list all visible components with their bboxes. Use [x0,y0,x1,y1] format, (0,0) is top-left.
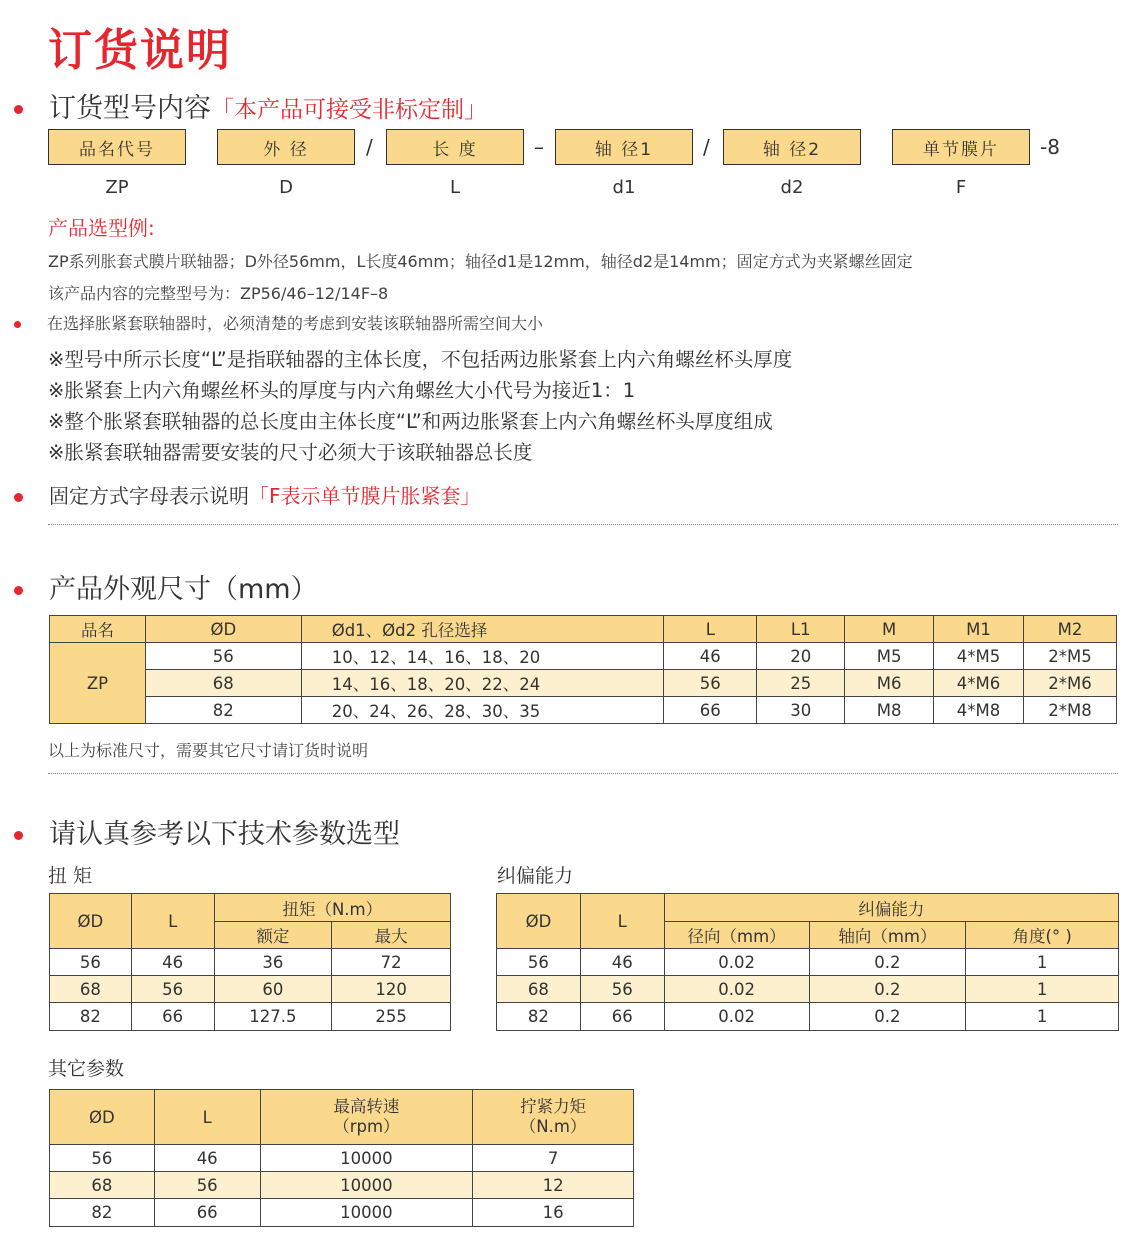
header-line: 最高转速 [333,1097,400,1116]
table-row [497,976,1119,1003]
header-cell: ØD [50,1090,155,1145]
header-cell [260,1090,473,1145]
table-cell: 56 [50,1145,155,1172]
header-cell: 纠偏能力 [664,894,1118,922]
table-cell: 46 [131,949,214,976]
box-outer-diameter: 外 径 [217,129,355,165]
table-cell: 4*M5 [934,643,1024,670]
table-row [50,1003,451,1031]
note-3: ※整个胀紧套联轴器的总长度由主体长度“L”和两边胀紧套上内六角螺丝杯头厚度组成 [48,410,773,433]
header-cell: 轴向（mm） [809,922,966,949]
header-cell: 最大 [332,922,451,949]
header-cell: ØD [145,616,301,643]
note-bullet [14,311,543,334]
table-cell: 2*M5 [1024,643,1117,670]
table-cell: 46 [580,949,664,976]
torque-table [49,893,451,1031]
table-cell: 82 [145,697,301,724]
dimensions-table [49,615,1117,724]
table-cell: 14、16、18、20、22、24 [301,670,664,697]
table-cell: 2*M8 [1024,697,1117,724]
divider [48,524,1118,525]
box-shaft-d2: 轴 径2 [723,129,861,165]
table-cell: 120 [332,976,451,1003]
table-cell: 66 [154,1199,260,1227]
table-row [50,976,451,1003]
table-cell: 7 [473,1145,634,1172]
bullet-icon [14,493,23,502]
bullet-icon [14,105,23,114]
table-cell: 0.2 [809,949,966,976]
bullet-icon [14,831,23,840]
table-row [50,1145,634,1172]
table-cell: 82 [50,1199,155,1227]
note-4: ※胀紧套联轴器需要安装的尺寸必须大于该联轴器总长度 [48,441,533,464]
table-cell: 12 [473,1172,634,1199]
table-cell: 30 [757,697,845,724]
box-diaphragm: 单节膜片 [892,129,1030,165]
table-cell: 60 [214,976,332,1003]
table-cell: 1 [966,1003,1119,1031]
table-cell: 56 [580,976,664,1003]
note-1: ※型号中所示长度“L”是指联轴器的主体长度，不包括两边胀紧套上内六角螺丝杯头厚度 [48,348,793,371]
table-cell: 4*M6 [934,670,1024,697]
header-cell: L [580,894,664,949]
order-model-heading [14,86,487,125]
tech-params-heading [14,812,400,851]
header-cell: 扭矩（N.m） [214,894,450,922]
table-cell: 56 [497,949,581,976]
table-cell: 1 [966,976,1119,1003]
table-row [50,949,451,976]
dimensions-heading [14,567,318,606]
table-cell: M6 [845,670,934,697]
order-model-heading-note: 「本产品可接受非标定制」 [211,97,487,123]
table-cell: 68 [497,976,581,1003]
code-d: D [279,177,293,198]
misalign-title: 纠偏能力 [497,865,574,887]
fix-method-heading-note: 「F表示单节膜片胀紧套」 [249,484,481,508]
table-row [50,643,1117,670]
table-cell: 1 [966,949,1119,976]
table-cell: 4*M8 [934,697,1024,724]
header-line: （N.m） [519,1117,587,1136]
table-cell: 20、24、26、28、30、35 [301,697,664,724]
table-header-row [50,616,1117,643]
tech-params-heading-text: 请认真参考以下技术参数选型 [49,819,400,850]
separator-dash: – [534,135,544,159]
divider [48,773,1118,774]
box-length: 长 度 [386,129,524,165]
header-line: （rpm） [333,1117,400,1136]
header-cell: ØD [497,894,581,949]
table-cell: 25 [757,670,845,697]
order-model-heading-text: 订货型号内容 [49,93,211,124]
separator-slash-2: / [703,135,710,159]
table-row [50,697,1117,724]
table-cell: 0.02 [664,1003,809,1031]
table-header-row [497,894,1119,922]
header-cell: 品名 [50,616,146,643]
table-cell: 10、12、14、16、18、20 [301,643,664,670]
table-cell: 82 [497,1003,581,1031]
example-line-2: 该产品内容的完整型号为：ZP56/46–12/14F–8 [48,284,389,303]
other-params-title: 其它参数 [48,1058,125,1080]
box-product-code: 品名代号 [48,129,186,165]
torque-title: 扭 矩 [48,865,93,887]
misalignment-table [496,893,1119,1031]
code-l: L [449,177,461,198]
table-cell: M5 [845,643,934,670]
header-cell: L1 [757,616,845,643]
header-cell: 角度(° ) [966,922,1119,949]
table-cell: 68 [145,670,301,697]
page-title: 订货说明 [48,25,232,76]
table-cell: 0.02 [664,976,809,1003]
table-cell: 0.02 [664,949,809,976]
table-cell: 127.5 [214,1003,332,1031]
table-cell: 72 [332,949,451,976]
dimensions-heading-text: 产品外观尺寸（mm） [49,574,318,605]
table-cell: 68 [50,976,132,1003]
table-cell: 82 [50,1003,132,1031]
header-cell: M [845,616,934,643]
table-cell: 56 [131,976,214,1003]
table-cell: 56 [154,1172,260,1199]
table-cell: 20 [757,643,845,670]
header-cell [473,1090,634,1145]
bullet-icon [14,586,23,595]
separator-slash-1: / [366,135,373,159]
header-cell: Ød1、Ød2 孔径选择 [301,616,664,643]
table-row [497,949,1119,976]
header-cell: L [154,1090,260,1145]
table-row [50,1199,634,1227]
table-row [50,670,1117,697]
table-cell: 56 [664,670,757,697]
bullet-icon [14,321,21,328]
fix-method-heading-text: 固定方式字母表示说明 [49,484,249,508]
table-cell: 36 [214,949,332,976]
table-cell: 68 [50,1172,155,1199]
table-cell: 46 [664,643,757,670]
header-line: 拧紧力矩 [520,1097,587,1116]
table-cell: 66 [664,697,757,724]
table-cell: M8 [845,697,934,724]
table-cell: 66 [580,1003,664,1031]
table-cell: 66 [131,1003,214,1031]
note-2: ※胀紧套上内六角螺丝杯头的厚度与内六角螺丝大小代号为接近1：1 [48,379,636,402]
model-suffix: -8 [1040,135,1060,159]
other-params-table [49,1089,634,1227]
code-d1: d1 [612,177,636,198]
header-cell: ØD [50,894,132,949]
example-line-1: ZP系列胀套式膜片联轴器；D外径56mm，L长度46mm；轴径d1是12mm，轴径d2是14mm；固定方式为夹紧螺丝固定 [48,252,913,271]
table-cell: 255 [332,1003,451,1031]
note-bullet-text: 在选择胀紧套联轴器时，必须清楚的考虑到安装该联轴器所需空间大小 [47,314,544,333]
dimensions-footnote: 以上为标准尺寸，需要其它尺寸请订货时说明 [48,741,369,760]
code-f: F [955,177,967,198]
table-cell: 56 [145,643,301,670]
table-cell: 10000 [260,1199,473,1227]
table-cell: 16 [473,1199,634,1227]
table-cell: 0.2 [809,1003,966,1031]
code-zp: ZP [105,177,129,198]
header-cell: L [664,616,757,643]
table-cell: 0.2 [809,976,966,1003]
example-label: 产品选型例: [48,216,155,240]
table-row [497,1003,1119,1031]
table-cell: 56 [50,949,132,976]
table-cell: 10000 [260,1172,473,1199]
table-cell: 2*M6 [1024,670,1117,697]
header-cell: M2 [1024,616,1117,643]
table-cell: 46 [154,1145,260,1172]
fix-method-heading [14,480,481,509]
product-cell: ZP [50,643,146,724]
table-header-row [50,894,451,922]
header-cell: L [131,894,214,949]
box-shaft-d1: 轴 径1 [555,129,693,165]
code-d2: d2 [780,177,804,198]
header-cell: M1 [934,616,1024,643]
table-cell: 10000 [260,1145,473,1172]
header-cell: 额定 [214,922,332,949]
header-cell: 径向（mm） [664,922,809,949]
table-header-row [50,1090,634,1145]
table-row [50,1172,634,1199]
